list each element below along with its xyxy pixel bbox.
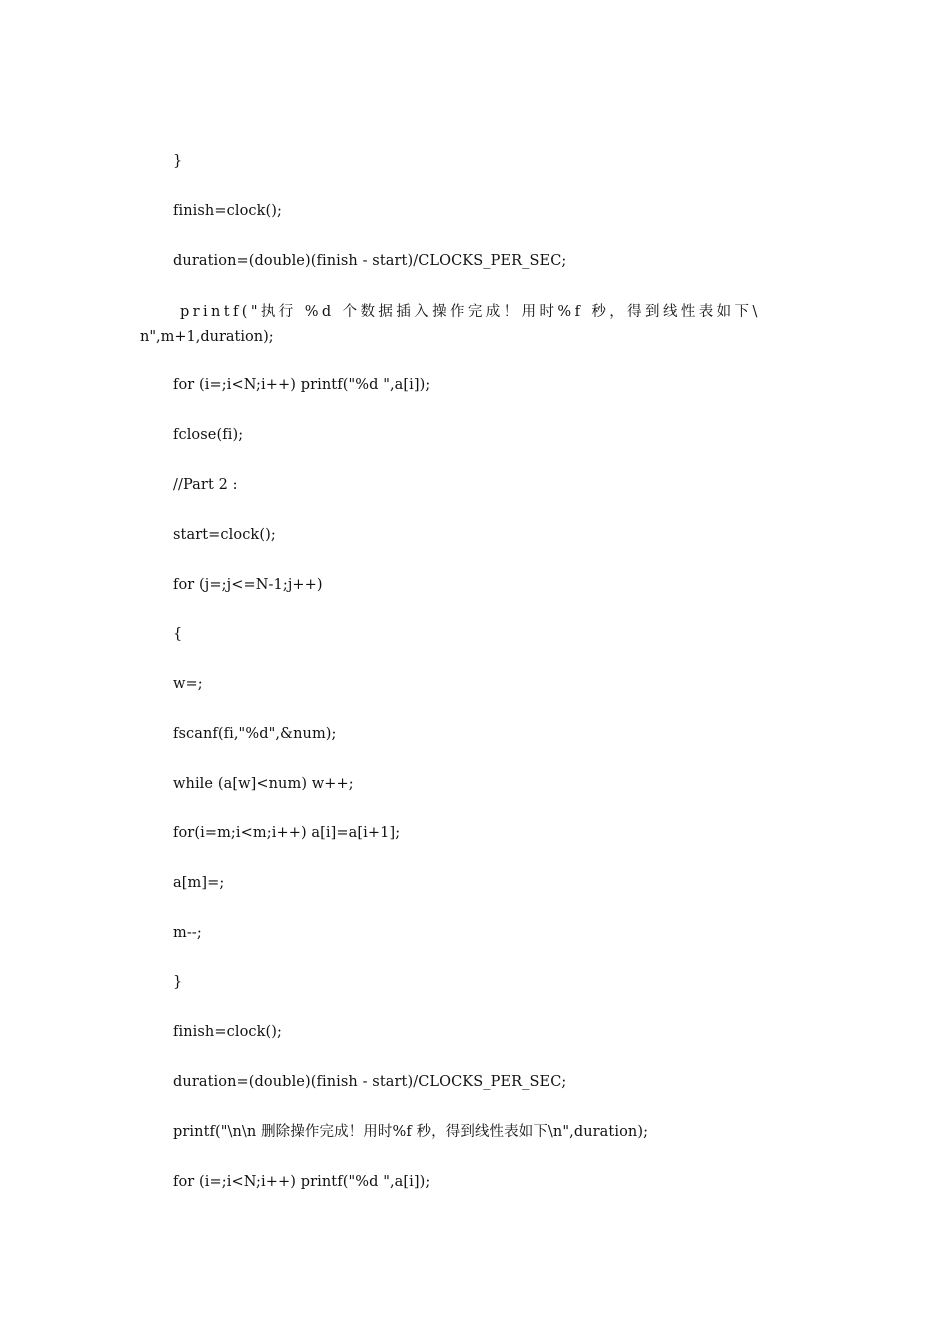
code-line-for-j: for (j=;j<=N-1;j++) (173, 577, 323, 593)
code-line-open-brace: { (173, 626, 183, 642)
code-line-fscanf: fscanf(fi,"%d",&num); (173, 726, 337, 742)
code-line-finish-clock: finish=clock(); (173, 203, 283, 219)
code-line-m-decrement: m--; (173, 925, 202, 941)
code-line-while: while (a[w]<num) w++; (173, 776, 354, 792)
code-line-duration-2: duration=(double)(finish - start)/CLOCKS_PER_SEC; (173, 1074, 567, 1090)
code-line-for-print: for (i=;i<N;i++) printf("%d ",a[i]); (173, 377, 431, 393)
code-line-closing-brace-2: } (173, 974, 183, 990)
printf-insert-first-line: printf("执行 %d 个数据插入操作完成！用时%f 秒，得到线性表如下\ (180, 304, 761, 320)
code-line-printf-insert (140, 300, 820, 350)
code-line-closing-brace: } (173, 153, 183, 169)
code-line-finish-clock-2: finish=clock(); (173, 1024, 283, 1040)
code-line-fclose: fclose(fi); (173, 427, 244, 443)
code-line-for-print-2: for (i=;i<N;i++) printf("%d ",a[i]); (173, 1174, 431, 1190)
code-line-comment-part2: //Part 2 : (173, 477, 238, 493)
code-line-w-assign: w=; (173, 676, 203, 692)
code-line-am-assign: a[m]=; (173, 875, 225, 891)
code-line-start-clock: start=clock(); (173, 527, 276, 543)
code-line-for-shift: for(i=m;i<m;i++) a[i]=a[i+1]; (173, 825, 401, 841)
code-line-duration: duration=(double)(finish - start)/CLOCKS_PER_SEC; (173, 253, 567, 269)
printf-insert-second-line: n",m+1,duration); (140, 329, 274, 345)
code-line-printf-delete: printf("\n\n 删除操作完成！用时%f 秒，得到线性表如下\n",duration); (173, 1124, 649, 1140)
